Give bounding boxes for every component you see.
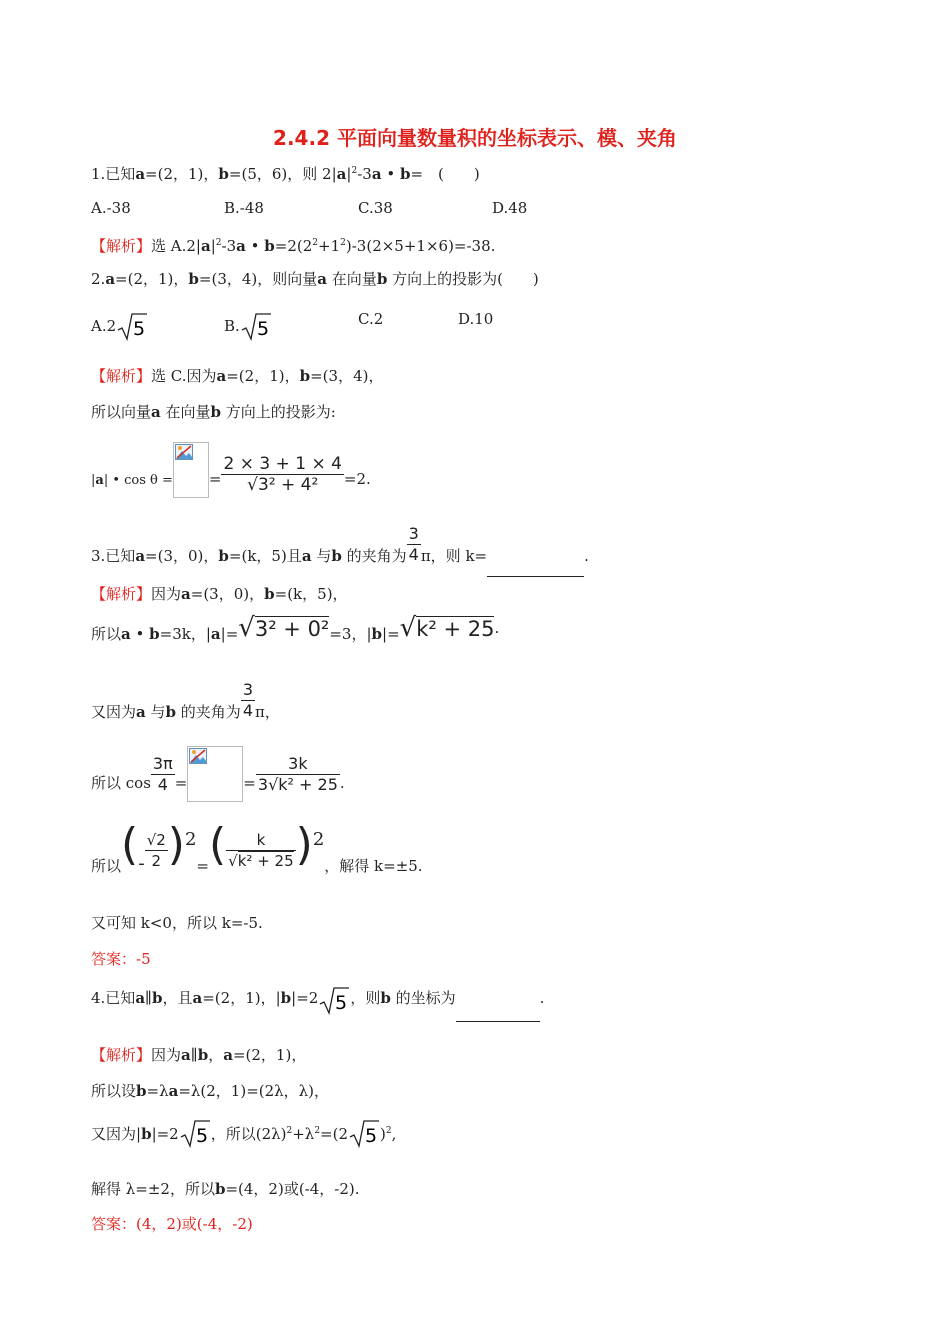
abs-bar: | bbox=[91, 473, 96, 488]
line-wrap bbox=[380, 1125, 396, 1143]
q4-text: |=2 bbox=[291, 989, 319, 1007]
result: =2. bbox=[343, 470, 371, 488]
fraction-denominator: 2 bbox=[145, 850, 168, 871]
exponent: 2 bbox=[340, 238, 346, 248]
q3-solution-text: . bbox=[339, 774, 345, 792]
q3-solution-line6: 又可知 k<0，所以 k=-5. bbox=[91, 914, 263, 932]
vec-b: b bbox=[218, 165, 229, 183]
q2-solution-text: =(3，4)， bbox=[310, 367, 384, 385]
dot-op: • bbox=[130, 625, 150, 643]
vec-a: a bbox=[135, 989, 146, 1007]
q1-text: -3 bbox=[357, 165, 372, 183]
q4-solution-text: +λ bbox=[292, 1125, 315, 1143]
q4-solution-text: 解得 λ=±2，所以 bbox=[91, 1180, 215, 1198]
vec-a: a bbox=[181, 585, 191, 603]
q2-solution-text: =(2，1)， bbox=[226, 367, 300, 385]
fraction-denominator: √k² + 25 bbox=[228, 852, 294, 870]
q3-text: . bbox=[584, 546, 589, 565]
image-placeholder-icon bbox=[189, 748, 207, 764]
q1-option-c: C.38 bbox=[358, 199, 393, 217]
q4-solution-text: 又因为| bbox=[91, 1125, 142, 1143]
q2-text: 2. bbox=[91, 270, 106, 288]
q4-solution-text: ， bbox=[208, 1046, 224, 1064]
q3-solution-text: 所以 cos bbox=[91, 774, 151, 792]
vec-b: b bbox=[149, 625, 160, 643]
q4-text: . bbox=[539, 989, 545, 1007]
vec-a: a bbox=[168, 1082, 179, 1100]
broken-image-icon bbox=[187, 746, 243, 802]
minus-sign: - bbox=[138, 852, 145, 874]
k-fraction bbox=[226, 830, 295, 871]
q2-option-d: D.10 bbox=[458, 310, 494, 328]
radicand: 5 bbox=[256, 318, 269, 340]
q2-solution-line2 bbox=[91, 402, 336, 422]
q3-solution-line1 bbox=[91, 584, 348, 604]
q4-text: 的坐标为 bbox=[390, 989, 456, 1007]
q4-solution-line3 bbox=[91, 1115, 396, 1159]
fraction-numerator: 3k bbox=[288, 753, 308, 773]
q4-solution-line2 bbox=[91, 1081, 329, 1101]
q3-solution-text: 因为 bbox=[151, 585, 182, 603]
radical-sign bbox=[179, 1119, 211, 1149]
exponent: 2 bbox=[314, 1126, 321, 1136]
radical-sign bbox=[348, 1119, 380, 1149]
equals: = bbox=[243, 774, 256, 792]
vec-b: b bbox=[151, 989, 163, 1007]
vec-b: b bbox=[371, 625, 383, 643]
radicand: 5 bbox=[195, 1125, 208, 1147]
q4-solution-text: 所以设 bbox=[91, 1082, 137, 1100]
left-paren: ( bbox=[121, 818, 139, 870]
q1-stem bbox=[91, 161, 480, 184]
q4-text: ，且 bbox=[162, 989, 193, 1007]
radical-expression bbox=[238, 613, 330, 643]
vec-b: b bbox=[214, 1180, 226, 1198]
q3-answer: 答案：-5 bbox=[91, 950, 151, 968]
q4-solution-line1 bbox=[91, 1045, 306, 1065]
line-wrap bbox=[91, 1125, 179, 1143]
vec-b: b bbox=[331, 546, 342, 565]
line-wrap bbox=[91, 989, 318, 1007]
q3-solution-line2 bbox=[91, 613, 500, 664]
exponent: 2 bbox=[215, 238, 222, 248]
q3-solution-text: ，解得 k=±5. bbox=[324, 856, 423, 875]
line-wrap bbox=[91, 703, 241, 721]
q1-solution-text: | bbox=[210, 237, 216, 255]
coefficient: 3 bbox=[257, 774, 269, 794]
q4-solution-line4 bbox=[91, 1179, 360, 1199]
radicand: 3² + 4² bbox=[257, 474, 319, 495]
q3-solution-text: =(3，0)， bbox=[190, 585, 265, 603]
q4-text: 4.已知 bbox=[91, 989, 136, 1007]
line-wrap bbox=[329, 625, 399, 643]
q1-option-d: D.48 bbox=[492, 199, 528, 217]
vec-a: a bbox=[200, 237, 211, 255]
vec-b: b bbox=[141, 1125, 152, 1143]
q2-solution-text: 所以向量 bbox=[91, 403, 152, 421]
q2-solution-text: 方向上的投影为: bbox=[221, 403, 336, 421]
line-wrap bbox=[91, 625, 238, 643]
q4-text: =(2，1)，| bbox=[202, 989, 281, 1007]
cos-fraction bbox=[256, 754, 340, 795]
q1-text: 1.已知 bbox=[91, 165, 136, 183]
vec-a: a bbox=[121, 625, 131, 643]
q4-solution-text: =(4，2)或(-4，-2). bbox=[225, 1180, 360, 1198]
q1-option-a: A.-38 bbox=[91, 199, 131, 217]
fraction-numerator: 3 bbox=[242, 680, 253, 699]
q4-solution-text: 因为 bbox=[151, 1046, 182, 1064]
fraction-numerator: √2 bbox=[146, 831, 166, 849]
q1-solution-text: 选 A.2| bbox=[151, 237, 201, 255]
radical-sign bbox=[240, 312, 272, 342]
q3-text: =(k，5)且 bbox=[228, 546, 302, 565]
radical-sign bbox=[318, 986, 350, 1016]
q3-text-wrap bbox=[91, 547, 407, 565]
equals: = bbox=[208, 470, 222, 488]
dot-op: • bbox=[245, 237, 265, 255]
fraction-numerator: k bbox=[256, 831, 266, 849]
fraction-denominator: 4 bbox=[242, 701, 253, 720]
q3-text: π，则 k= bbox=[420, 546, 488, 565]
q4-solution-text: =λ bbox=[146, 1082, 169, 1100]
q1-solution-text: )-3(2×5+1×6)=-38. bbox=[345, 237, 496, 255]
vec-a: a bbox=[136, 702, 146, 721]
fraction-denominator: 4 bbox=[151, 774, 175, 795]
fraction-numerator: 2 × 3 + 1 × 4 bbox=[223, 453, 342, 474]
radicand: 5 bbox=[365, 1125, 378, 1147]
exponent: 2 bbox=[184, 829, 197, 850]
angle-fraction bbox=[151, 754, 175, 795]
q3-text-wrap2 bbox=[421, 547, 589, 565]
right-paren: ) bbox=[295, 818, 313, 870]
left-paren: ( bbox=[209, 818, 227, 870]
analysis-tag: 【解析】 bbox=[91, 237, 152, 255]
q2-option-a-label: A.2 bbox=[91, 317, 117, 335]
angle-fraction bbox=[407, 524, 421, 565]
vec-a: a bbox=[135, 165, 146, 183]
right-paren: ) bbox=[167, 818, 185, 870]
q3-text: =(3，0)， bbox=[145, 546, 219, 565]
q1-option-b: B.-48 bbox=[224, 199, 264, 217]
vec-a: a bbox=[192, 989, 203, 1007]
vec-b: b bbox=[197, 1046, 209, 1064]
q3-solution-text: 与 bbox=[145, 702, 166, 721]
vec-b: b bbox=[218, 546, 229, 565]
radicand: k² + 25 bbox=[416, 617, 495, 641]
vec-b: b bbox=[380, 989, 391, 1007]
vec-a: a bbox=[105, 270, 116, 288]
exponent: 2 bbox=[385, 1126, 392, 1136]
q1-text: =(2，1)， bbox=[145, 165, 219, 183]
answer-blank[interactable] bbox=[487, 558, 584, 577]
q3-solution-line5 bbox=[91, 818, 423, 892]
q3-solution-text: |= bbox=[382, 625, 400, 643]
cos-theta: | • cos θ = bbox=[103, 473, 173, 488]
q1-text: | bbox=[346, 165, 352, 183]
q2-option-c: C.2 bbox=[358, 310, 384, 328]
image-placeholder-icon bbox=[175, 444, 193, 460]
q4-solution-text: |=2 bbox=[151, 1125, 179, 1143]
vec-a: a bbox=[223, 1046, 233, 1064]
vec-b: b bbox=[299, 367, 311, 385]
vec-a: a bbox=[236, 237, 246, 255]
q2-solution-text: 在向量 bbox=[160, 403, 211, 421]
radicand: 5 bbox=[335, 992, 348, 1014]
q4-solution-text: =(2 bbox=[320, 1125, 349, 1143]
formula-prefix bbox=[91, 473, 173, 488]
vec-b: b bbox=[280, 989, 292, 1007]
vec-b: b bbox=[264, 585, 275, 603]
q2-text: 在向量 bbox=[327, 270, 377, 288]
q4-solution-text: , bbox=[391, 1125, 397, 1143]
parallel-op: ∥ bbox=[190, 1046, 198, 1064]
radical-sign bbox=[116, 312, 148, 342]
vec-b: b bbox=[136, 1082, 147, 1100]
q1-solution-text: =2(2 bbox=[274, 237, 313, 255]
q2-stem bbox=[91, 269, 539, 289]
q4-solution-text: =λ(2，1)=(2λ，λ)， bbox=[178, 1082, 330, 1100]
q4-solution-text: ) bbox=[380, 1125, 386, 1143]
q2-projection-formula bbox=[91, 440, 371, 504]
radicand: k² + 25 bbox=[278, 774, 338, 794]
radical-sign: √ bbox=[238, 613, 255, 643]
q4-solution-text: =(2，1)， bbox=[232, 1046, 307, 1064]
fraction-denominator: √3² + 4² bbox=[221, 474, 343, 495]
vec-a: a bbox=[95, 473, 104, 488]
q2-text: =(2，1)， bbox=[115, 270, 189, 288]
q3-solution-text: =3k，| bbox=[159, 625, 211, 643]
radical-sign: √ bbox=[399, 613, 417, 643]
q2-solution-text: 选 C.因为 bbox=[151, 367, 217, 385]
analysis-tag: 【解析】 bbox=[91, 367, 152, 385]
fraction-denominator: 4 bbox=[408, 545, 419, 564]
q3-solution-text: 所以 bbox=[91, 856, 122, 875]
radicand: 3² + 0² bbox=[254, 617, 330, 641]
line-wrap bbox=[211, 1125, 348, 1143]
vec-b: b bbox=[165, 702, 177, 721]
q4-stem bbox=[91, 982, 544, 1026]
vec-a: a bbox=[371, 165, 382, 183]
radicand: k² + 25 bbox=[237, 852, 294, 870]
q2-option-b-label: B. bbox=[224, 317, 240, 335]
q1-solution-text: -3 bbox=[221, 237, 237, 255]
exponent: 2 bbox=[351, 166, 358, 176]
exponent: 2 bbox=[286, 1126, 293, 1136]
vec-b: b bbox=[376, 270, 388, 288]
q1-text: =(5，6)，则 2| bbox=[228, 165, 337, 183]
page-title: 2.4.2 平面向量数量积的坐标表示、模、夹角 bbox=[273, 126, 677, 150]
fraction-numerator: 3 bbox=[408, 524, 419, 543]
radical-expression bbox=[399, 613, 495, 643]
projection-fraction bbox=[221, 454, 343, 495]
q3-solution-line4 bbox=[91, 746, 345, 804]
vec-a: a bbox=[336, 165, 347, 183]
vec-a: a bbox=[181, 1046, 191, 1064]
q1-text: = ( ) bbox=[410, 165, 480, 183]
q3-text: 与 bbox=[311, 546, 332, 565]
q3-solution-text: 的夹角为 bbox=[176, 702, 241, 721]
q2-option-a bbox=[91, 312, 148, 342]
q3-solution-text: =(k，5)， bbox=[274, 585, 348, 603]
q2-text: 方向上的投影为( ) bbox=[387, 270, 539, 288]
exponent: 2 bbox=[312, 238, 319, 248]
fraction-denominator: 3√k² + 25 bbox=[257, 774, 338, 794]
analysis-tag: 【解析】 bbox=[91, 585, 152, 603]
q3-solution-text: |= bbox=[220, 625, 239, 643]
q3-solution-text: . bbox=[494, 619, 500, 637]
exponent: 2 bbox=[312, 829, 325, 850]
fraction-numerator: 3π bbox=[152, 753, 173, 773]
q3-text: 3.已知 bbox=[91, 546, 136, 565]
vec-b: b bbox=[188, 270, 199, 288]
sqrt2-fraction bbox=[145, 830, 168, 871]
q3-text: 的夹角为 bbox=[341, 546, 407, 565]
q4-answer: 答案：(4，2)或(-4，-2) bbox=[91, 1215, 253, 1233]
q2-solution-line1 bbox=[91, 366, 383, 386]
q3-stem bbox=[91, 524, 589, 572]
q4-text: ，则 bbox=[350, 989, 381, 1007]
vec-b: b bbox=[210, 403, 222, 421]
dot-op: • bbox=[381, 165, 400, 183]
vec-a: a bbox=[151, 403, 161, 421]
q1-solution bbox=[91, 233, 495, 256]
vec-b: b bbox=[399, 165, 411, 183]
vec-b: b bbox=[264, 237, 275, 255]
q2-text: =(3，4)，则向量 bbox=[198, 270, 318, 288]
vec-a: a bbox=[301, 546, 312, 565]
vec-a: a bbox=[135, 546, 146, 565]
vec-a: a bbox=[317, 270, 328, 288]
broken-image-icon bbox=[173, 442, 209, 498]
q3-solution-text: 又因为 bbox=[91, 702, 137, 721]
q3-solution-text: =3，| bbox=[329, 625, 372, 643]
q1-solution-text: +1 bbox=[318, 237, 341, 255]
equals: = bbox=[174, 774, 188, 792]
q2-option-b bbox=[224, 312, 272, 342]
equals: = bbox=[196, 856, 209, 875]
vec-a: a bbox=[210, 625, 221, 643]
q3-solution-text: 所以 bbox=[91, 625, 122, 643]
q4-solution-text: ，所以(2λ) bbox=[210, 1125, 287, 1143]
line-wrap bbox=[350, 989, 544, 1007]
vec-a: a bbox=[216, 367, 227, 385]
angle-fraction bbox=[241, 680, 255, 721]
answer-blank[interactable] bbox=[456, 1003, 540, 1022]
radicand: 5 bbox=[133, 318, 146, 340]
q3-solution-line3 bbox=[91, 680, 280, 724]
analysis-tag: 【解析】 bbox=[91, 1046, 152, 1064]
q3-solution-text: π， bbox=[255, 702, 280, 721]
parallel-op: ∥ bbox=[145, 989, 152, 1007]
